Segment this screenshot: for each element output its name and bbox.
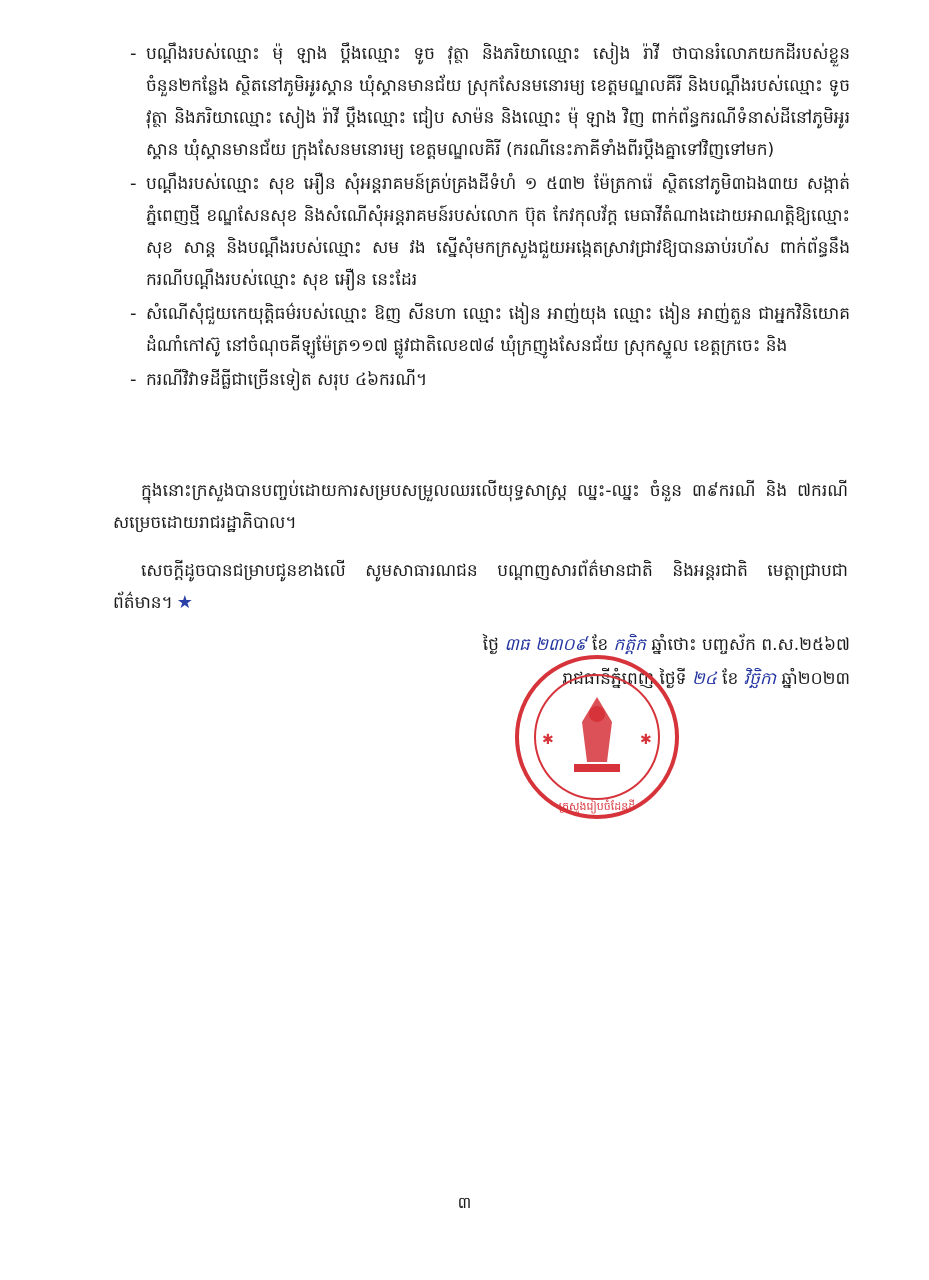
- star-mark-icon: ★: [176, 592, 193, 613]
- solar-date-handwritten-day: ២៤: [691, 669, 717, 689]
- solar-date-suffix: ឆ្នាំ២០២៣: [781, 669, 850, 689]
- solar-date-prefix: រាជធានីភ្នំពេញ ថ្ងៃទី: [562, 669, 687, 689]
- summary-text: ក្នុងនោះក្រសួងបានបញ្ចប់ដោយការសម្របសម្រួលឈរលើយុទ្ធសាស្ត្រ ឈ្នះ-ឈ្នះ ចំនួន ៣៩ករណី និង ៧ករណីសម្រេចដោយរាជរដ្ឋាភិបាល។: [113, 481, 848, 533]
- bullet-text: បណ្តឹងរបស់ឈ្មោះ ម៉ុ ឡាង ប្តឹងឈ្មោះ ទូច វុត្ថា និងភរិយាឈ្មោះ សៀង រ៉ាវី ថាបានរំលោភយកដីរបស់ខ្លួនចំនួន២កន្លែង ស្ថិតនៅភូមិអូរស្គាន ឃុំស្គានមានជ័យ ស្រុកសែនមនោរម្យ ខេត្តមណ្ឌលគីរី និងបណ្តឹងរបស់ឈ្មោះ ទូច វុត្ថា និងភរិយាឈ្មោះ សៀង រ៉ាវី ប្តឹងឈ្មោះ ជៀប សាម៉ន និងឈ្មោះ ម៉ុ ឡាង វិញ ពាក់ព័ន្ធករណីទំនាស់ដីនៅភូមិអូរស្គាន ឃុំស្គានមានជ័យ ក្រុងសែនមនោរម្យ ខេត្តមណ្ឌលគិរី (ករណីនេះភាគីទាំងពីរប្តឹងគ្នាទៅវិញទៅមក): [146, 44, 850, 160]
- bullet-text: ករណីវិវាទដីធ្លីជាច្រើនទៀត សរុប ៤៦ករណី។: [146, 370, 428, 390]
- stamp-text: ក្រសួងរៀបចំដែនដី: [558, 800, 636, 813]
- official-seal-icon: [512, 652, 682, 822]
- svg-text:✱: ✱: [640, 732, 652, 748]
- lunar-date-prefix: ថ្ងៃ: [482, 635, 499, 655]
- dash-marker: -: [130, 369, 137, 390]
- lunar-date-handwritten-day: ៣ធ: [504, 635, 530, 655]
- list-item: [130, 168, 850, 296]
- closing-text: សេចក្តីដូចបានជម្រាបជូនខាងលើ សូមសាធារណជន បណ្តាញសារព័ត៌មានជាតិ និងអន្តរជាតិ មេត្តាជ្រាបជាព័ត៌មាន។: [113, 561, 848, 613]
- dash-marker: -: [130, 43, 137, 64]
- list-item: [130, 38, 850, 166]
- lunar-date-suffix: ឆ្នាំថោះ បញ្ចស័ក ព.ស.២៥៦៧: [651, 635, 850, 655]
- dash-marker: -: [130, 173, 137, 194]
- solar-date-handwritten-month: វិច្ឆិកា: [743, 669, 777, 689]
- lunar-date-month-label: ខែ: [591, 635, 609, 655]
- page-number: ៣: [457, 1193, 472, 1212]
- closing-paragraph: [113, 555, 848, 619]
- bullet-text: សំណើសុំជួយកេយុត្តិធម៌របស់ឈ្មោះ ឱញ សីនហា ឈ្មោះ ងៀន អាញ់យុង ឈ្មោះ ងៀន អាញ់តួន ជាអ្នកវិនិយោគដំណាំកៅស៊ូ នៅចំណុចគីឡូម៉ែត្រ១១៧ ផ្លូវជាតិលេខ៧៨ ឃុំក្រញូងសែនជ័យ ស្រុកស្នួល ខេត្តក្រចេះ និង: [146, 304, 850, 356]
- list-item: [130, 364, 850, 396]
- list-item: [130, 298, 850, 362]
- lunar-date-handwritten-num: ២៣០៩: [535, 635, 587, 655]
- bullet-text: បណ្តឹងរបស់ឈ្មោះ សុខ អឿន សុំអន្តរាគមន៍គ្រប់គ្រងដីទំហំ ១ ៥៣២ ម៉ែត្រការ៉េ ស្ថិតនៅភូមិ៣ឯង៣យ សង្កាត់ភ្នំពេញថ្មី ខណ្ឌសែនសុខ និងសំណើសុំអន្តរាគមន៍របស់លោក ប៊ុត កែវកុលវ័ក្ត មេធាវីតំណាងដោយអាណត្តិឱ្យឈ្មោះ សុខ សាន្ត និងបណ្តឹងរបស់ឈ្មោះ សម វង ស្នើសុំមកក្រសួងជួយអង្កេតស្រាវជ្រាវឱ្យបានឆាប់រហ័ស ពាក់ព័ន្ធនឹងករណីបណ្តឹងរបស់ឈ្មោះ សុខ អឿន នេះដែរ: [146, 174, 850, 290]
- summary-paragraph: [113, 475, 848, 539]
- solar-date-month-label: ខែ: [722, 669, 739, 689]
- bullet-list: [130, 38, 850, 398]
- dash-marker: -: [130, 303, 137, 324]
- lunar-date-handwritten-month: កត្តិក: [613, 635, 646, 655]
- svg-text:✱: ✱: [542, 732, 554, 748]
